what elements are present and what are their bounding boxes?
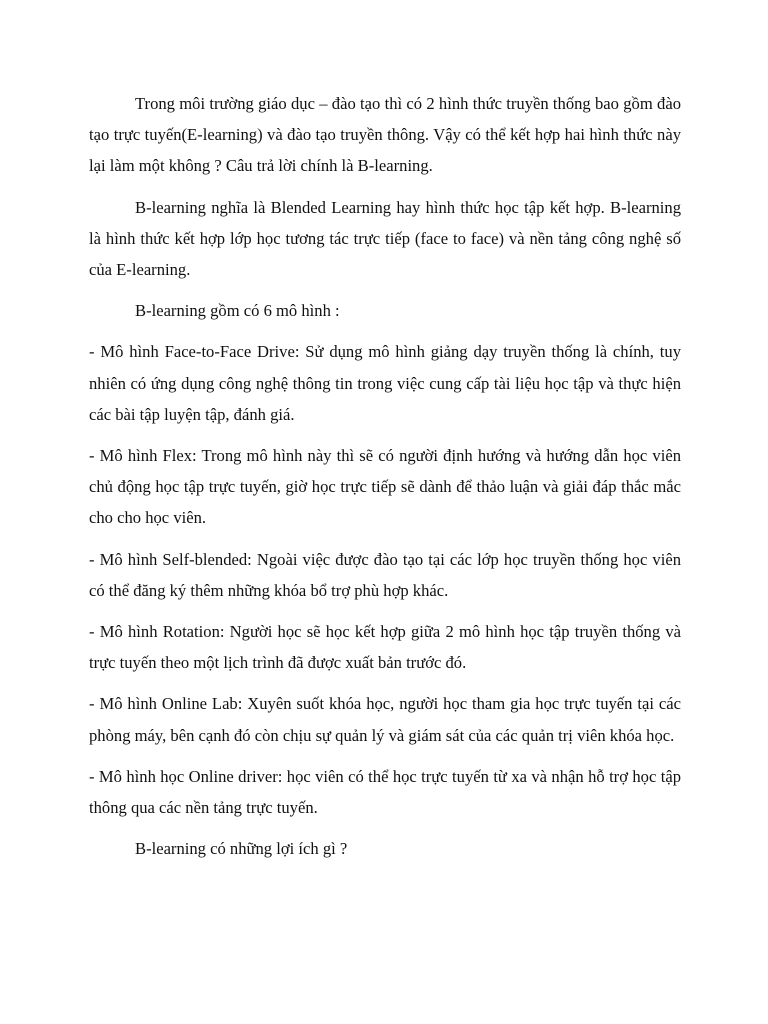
- paragraph-benefits-heading: B-learning có những lợi ích gì ?: [135, 839, 348, 859]
- paragraph-model-self-blended: - Mô hình Self-blended: Ngoài việc được đào tạo tại các lớp học truyền thống học viên có thể đăng ký thêm những khóa bổ trợ phù hợp khác.: [89, 549, 681, 600]
- paragraph-model-online-lab: - Mô hình Online Lab: Xuyên suốt khóa học, người học tham gia học trực tuyến tại các phòng máy, bên cạnh đó còn chịu sự quản lý và giám sát của các quản trị viên khóa học.: [89, 694, 681, 745]
- paragraph-definition: B-learning nghĩa là Blended Learning hay hình thức học tập kết hợp. B-learning là hình thức kết hợp lớp học tương tác trực tiếp (face to face) và nền tảng công nghệ số của E-learning.: [89, 197, 681, 280]
- paragraph-intro: Trong môi trường giáo dục – đào tạo thì có 2 hình thức truyền thống bao gồm đào tạo trực tuyến(E-learning) và đào tạo truyền thông. Vậy có thể kết hợp hai hình thức này lại làm một không ? Câu trả lời chính là B-learning.: [89, 94, 681, 176]
- paragraph-models-heading: B-learning gồm có 6 mô hình :: [135, 301, 340, 321]
- paragraph-model-flex: - Mô hình Flex: Trong mô hình này thì sẽ có người định hướng và hướng dẫn học viên chủ động học tập trực tuyến, giờ học trực tiếp sẽ dành để thảo luận và giải đáp thắc mắc cho cho học viên.: [89, 446, 681, 528]
- paragraph-model-face-to-face: - Mô hình Face-to-Face Drive: Sử dụng mô hình giảng dạy truyền thống là chính, tuy nhiên có ứng dụng công nghệ thông tin trong việc cung cấp tài liệu học tập và thực hiện các bài tập luyện tập, đánh giá.: [89, 342, 681, 424]
- paragraph-model-rotation: - Mô hình Rotation: Người học sẽ học kết hợp giữa 2 mô hình học tập truyền thống và trực tuyến theo một lịch trình đã được xuất bản trước đó.: [89, 622, 681, 673]
- document-page: [89, 88, 681, 864]
- paragraph-model-online-driver: - Mô hình học Online driver: học viên có thể học trực tuyến từ xa và nhận hỗ trợ học tập thông qua các nền tảng trực tuyến.: [89, 766, 681, 818]
